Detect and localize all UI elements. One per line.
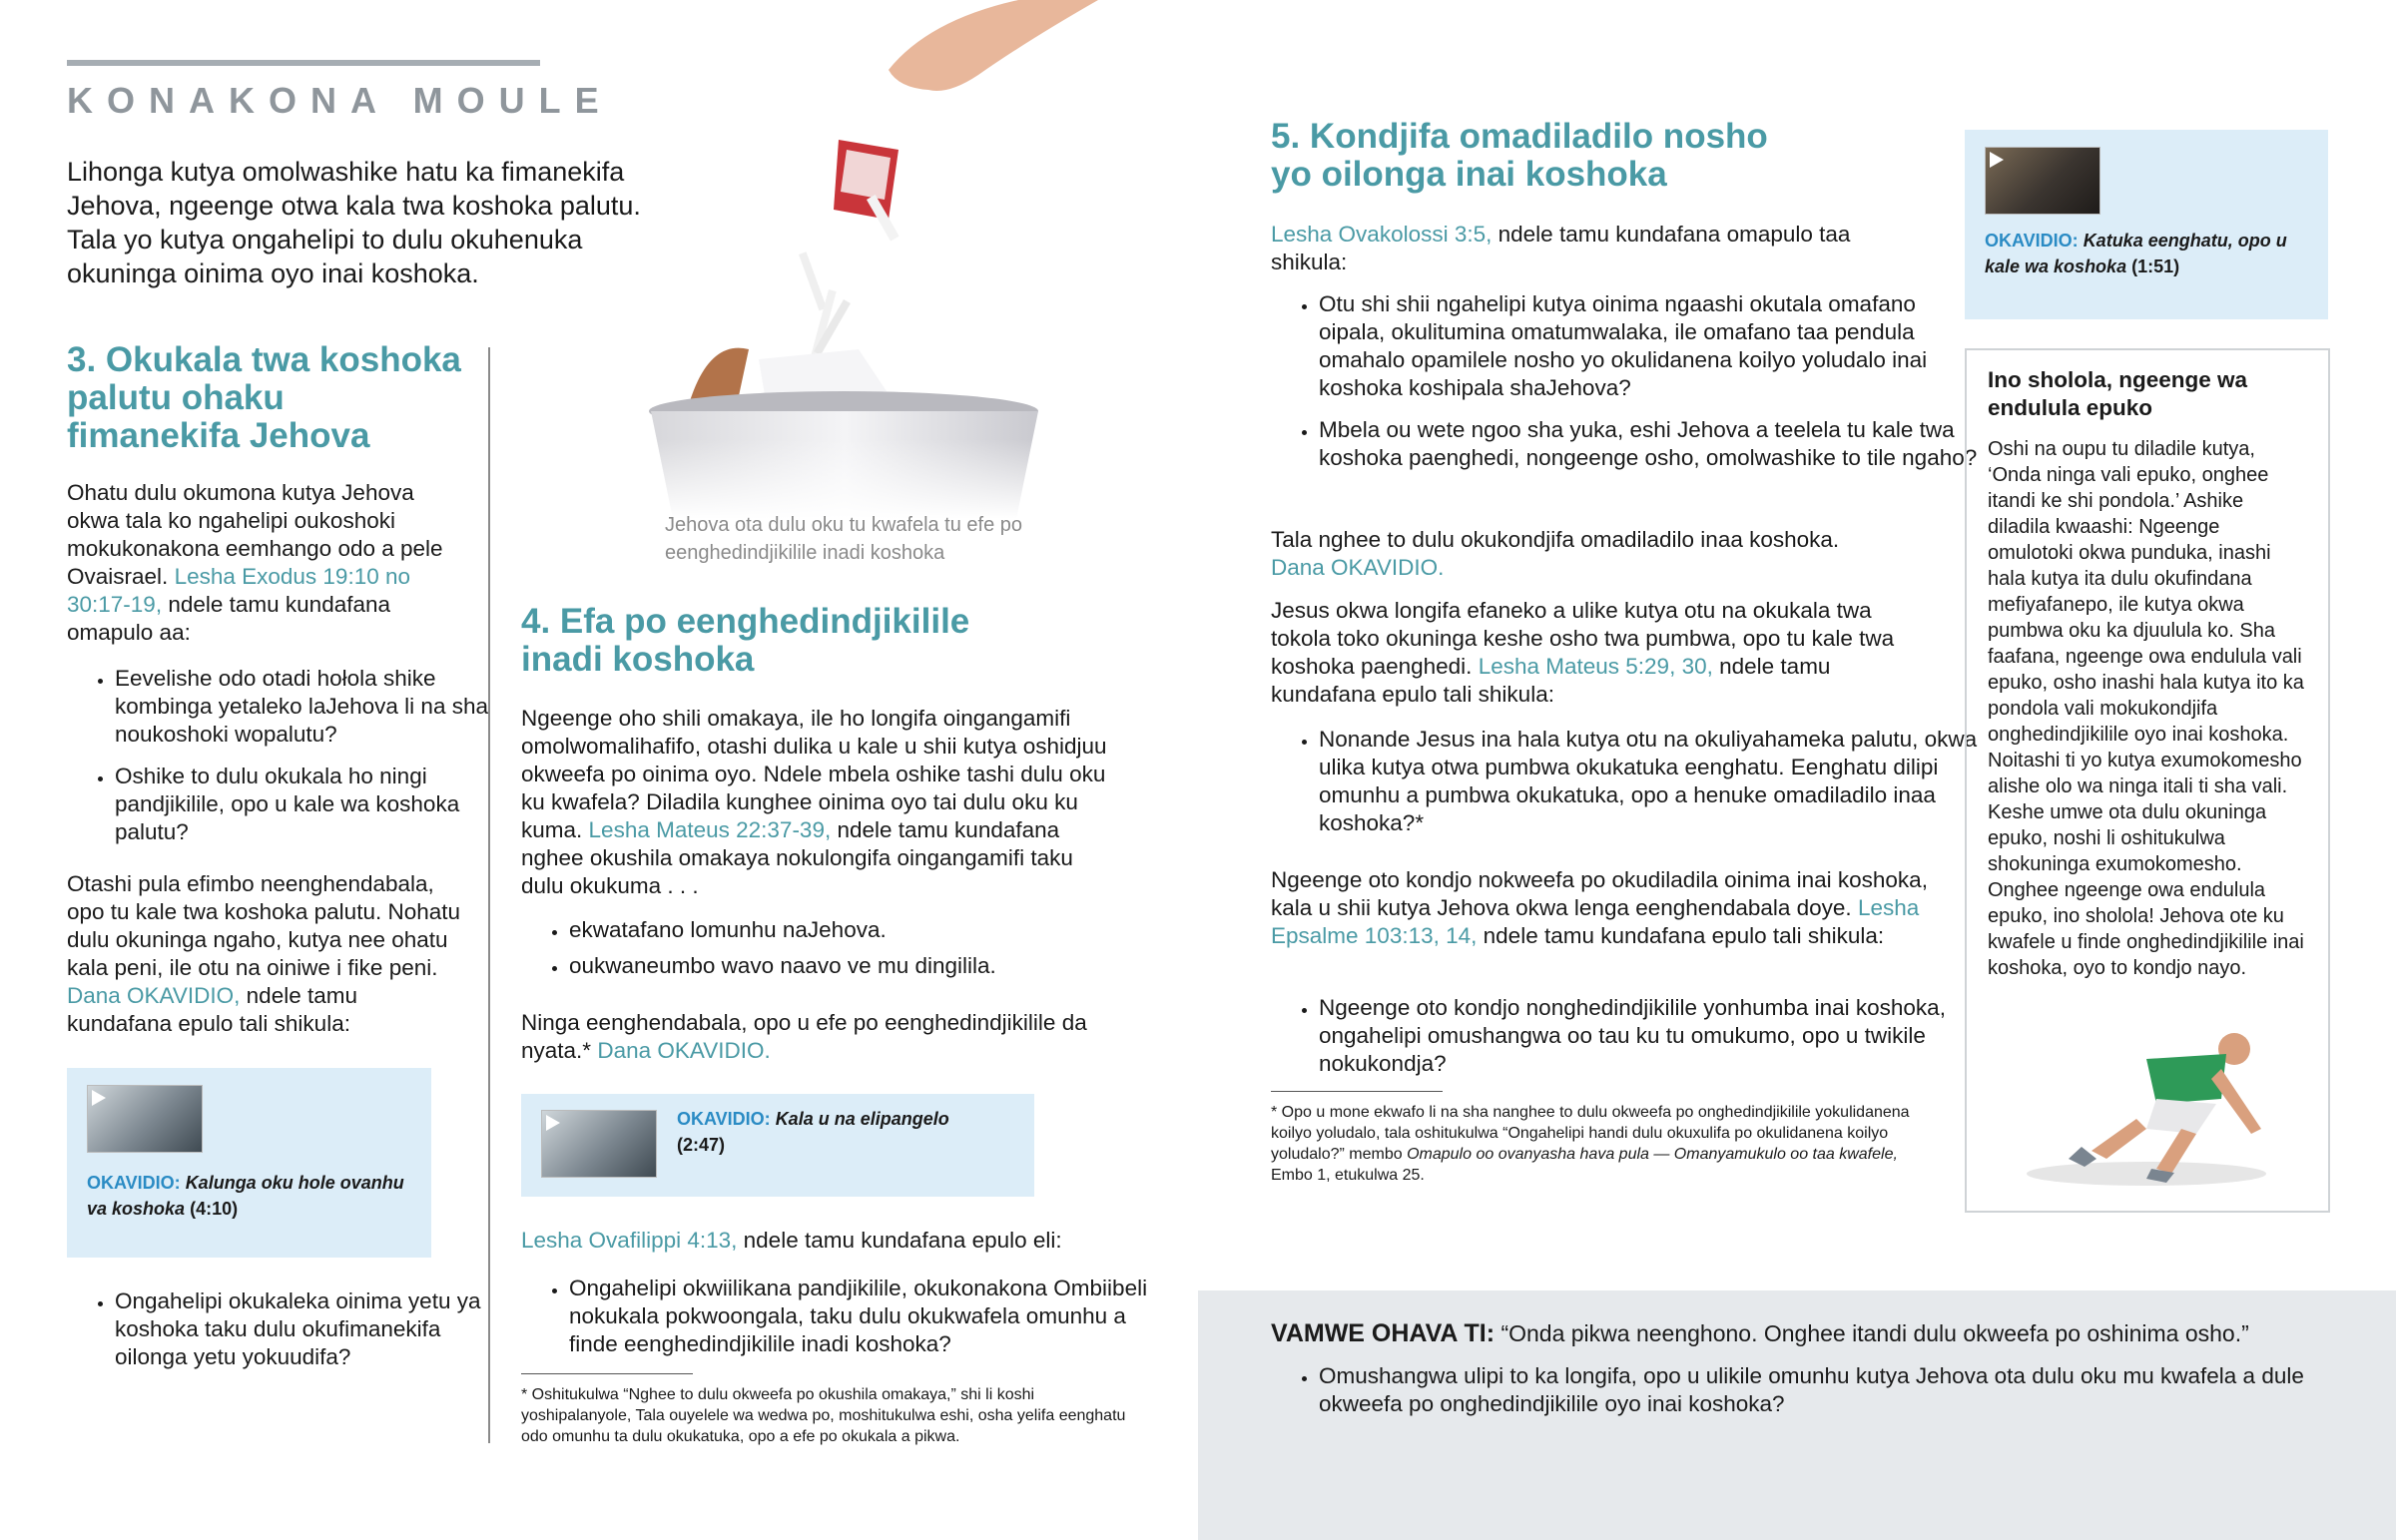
scripture-link[interactable]: Lesha Epsalme 103:13, 14, bbox=[1271, 895, 1920, 948]
scripture-link[interactable]: Lesha Exodus 19:10 no 30:17-19, bbox=[67, 564, 410, 617]
list-item: • ekwatafano lomunhu naJehova. bbox=[569, 916, 1168, 944]
video-thumbnail[interactable] bbox=[1985, 147, 2100, 215]
summary-heading bbox=[1271, 1318, 2369, 1348]
section-4-para1: Ngeenge oho shili omakaya, ile ho longifa oingangamifi omolwomalihafifo, otashi dulika u kale u shii kutya oshidjuu okweefa po oinima oyo. Ndele mbela oshike tashi dulu oku ku kwafela? Diladila kunghee oinima oyo tai dulu oku ku kuma. Lesha Mateus 22:37-39, ndele tamu kundafana nghee okushila omakaya nokulongifa oingangamifi taku dulu okukuma . . . bbox=[521, 706, 1107, 898]
play-icon bbox=[1990, 152, 2004, 168]
section-5-title: 5. Kondjifa omadiladilo nosho yo oilonga inai koshoka bbox=[1271, 117, 1768, 194]
list-item: • Otu shi shii ngahelipi kutya oinima ngaashi okutala omafano oipala, okulitumina omatumwalaka, ile omafano taa pendula omahalo opamilele nosho yo okulidanena koilyo yoludalo inai koshoka koshipala shaJehova? bbox=[1319, 290, 1978, 402]
section-4-footnote: * Oshitukulwa “Nghee to dulu okweefa po okushila omakaya,” shi li koshi yoshipalanyole, Tala ouyelele wa wedwa po, moshitukulwa eshi, osha yelifa eenghatu odo omunhu ta dulu okukatuka, opo a efe po okukala a pikwa. bbox=[521, 1386, 1126, 1445]
video-thumbnail[interactable] bbox=[87, 1085, 203, 1153]
footnote-rule bbox=[521, 1373, 693, 1374]
section-5-para3: Jesus okwa longifa efaneko a ulike kutya otu na okukala twa tokola toko okuninga keshe osho twa pumbwa, opo tu kale twa koshoka paenghedi. Lesha Mateus 5:29, 30, ndele tamu kundafana epulo tali shikula: bbox=[1271, 598, 1895, 707]
scripture-link[interactable]: Lesha Ovafilippi 4:13, bbox=[521, 1228, 738, 1253]
summary-quote: “Onda pikwa neenghono. Onghee itandi dulu okweefa po oshinima osho.” bbox=[1500, 1320, 2249, 1346]
video-caption: OKAVIDIO: Kala u na elipangelo (2:47) bbox=[677, 1109, 949, 1155]
section-5-bullet-2 bbox=[1271, 726, 1978, 851]
summary-label: VAMWE OHAVA TI: bbox=[1271, 1319, 1496, 1347]
section-5-para4: Ngeenge oto kondjo nokweefa po okudiladila oinima inai koshoka, kala u shii kutya Jehova okwa lenga eenghendabala doye. Lesha Epsalme 103:13, 14, ndele tamu kundafana epulo tali shikula: bbox=[1271, 867, 1928, 948]
list-item: • Oshike to dulu okukala ho ningi pandjikilile, opo u kale wa koshoka palutu? bbox=[115, 763, 514, 846]
section-3-bullets bbox=[67, 665, 514, 860]
section-4-read: Lesha Ovafilippi 4:13, ndele tamu kundafana epulo eli: bbox=[521, 1228, 1062, 1253]
play-icon bbox=[92, 1090, 106, 1106]
video-caption: OKAVIDIO: Katuka eenghatu, opo u kale wa koshoka (1:51) bbox=[1985, 231, 2287, 276]
section-5-footnote: * Opo u mone ekwafo li na sha nanghee to dulu okweefa po onghedindjikilile yokulidanena koilyo yoludalo, tala oshitukulwa “Ongahelipi handi dulu okuxulifa po okulidanena koilyo yoludalo?” membo Omapulo oo ovanyasha hava pula — Omanyamukulo oo taa kwafele, Embo 1, etukulwa 25. bbox=[1271, 1104, 1910, 1184]
video-caption: OKAVIDIO: Kalunga oku hole ovanhu va koshoka (4:10) bbox=[87, 1173, 404, 1219]
section-5-para2: Tala nghee to dulu okukondjifa omadiladilo inaa koshoka. Dana OKAVIDIO. bbox=[1271, 527, 1840, 580]
list-item: • Omushangwa ulipi to ka longifa, opo u ulikile omunhu kutya Jehova ota dulu oku mu kwafela a dule okweefa po onghedindjikilile oyo inai koshoka? bbox=[1319, 1362, 2337, 1418]
trash-illustration bbox=[599, 0, 1118, 519]
section-4-title: 4. Efa po eenghedindjikilile inadi koshoka bbox=[521, 602, 970, 679]
section-4-bullets bbox=[521, 916, 1168, 994]
play-icon bbox=[546, 1115, 560, 1131]
list-item: • Nonande Jesus ina hala kutya otu na okuliyahameka palutu, okwa ulika kutya otwa pumbwa okukatuka eenghatu. Eenghatu dilipi omunhu a pumbwa okukatuka, opo a henuke omadiladilo inaa koshoka?* bbox=[1319, 726, 1978, 837]
scripture-link[interactable]: Lesha Mateus 22:37-39, bbox=[588, 817, 832, 842]
section-3-title: 3. Okukala twa koshoka palutu ohaku fimanekifa Jehova bbox=[67, 340, 461, 455]
scripture-link[interactable]: Lesha Mateus 5:29, 30, bbox=[1478, 654, 1713, 679]
section-3-last-bullet bbox=[67, 1287, 514, 1385]
video-link[interactable]: Dana OKAVIDIO. bbox=[597, 1038, 771, 1063]
section-3-para1: Ohatu dulu okumona kutya Jehova okwa tala ko ngahelipi oukoshoki mokukonakona eemhango odo a pele Ovaisrael. Lesha Exodus 19:10 no 30:17-19, ndele tamu kundafana omapulo aa: bbox=[67, 480, 443, 645]
video-link[interactable]: Dana OKAVIDIO, bbox=[67, 983, 241, 1008]
list-item: • oukwaneumbo wavo naavo ve mu dingilila. bbox=[569, 952, 1168, 980]
sidebar-box bbox=[1965, 348, 2330, 1213]
list-item: • Ngeenge oto kondjo nonghedindjikilile yonhumba inai koshoka, ongahelipi omushangwa oo tau ku tu omukumo, opo u twikile nokukondja? bbox=[1319, 994, 1978, 1078]
section-4-para2: Ninga eenghendabala, opo u efe po eenghedindjikilile da nyata.* Dana OKAVIDIO. bbox=[521, 1010, 1087, 1063]
list-item: • Ongahelipi okwiilikana pandjikilile, okukonakona Ombiibeli nokukala pokwoongala, taku dulu okukwafela omunhu a finde eenghedindjikilile inadi koshoka? bbox=[569, 1275, 1168, 1358]
video-box-4[interactable] bbox=[521, 1094, 1034, 1197]
scripture-link[interactable]: Lesha Ovakolossi 3:5, bbox=[1271, 222, 1493, 247]
list-item: • Mbela ou wete ngoo sha yuka, eshi Jehova a teelela tu kale twa koshoka paenghedi, nongeenge osho, omolwashike to tile ngaho? bbox=[1319, 416, 1978, 472]
intro-text: Lihonga kutya omolwashike hatu ka fimanekifa Jehova, ngeenge otwa kala twa koshoka palutu. Tala yo kutya ongahelipi to dulu okuhenuka okuninga oinima oyo inai koshoka. bbox=[67, 157, 641, 288]
video-box-5[interactable] bbox=[1965, 130, 2328, 319]
runner-illustration bbox=[1997, 1009, 2296, 1199]
video-link[interactable]: Dana OKAVIDIO. bbox=[1271, 555, 1445, 580]
section-4-last-bullet bbox=[521, 1275, 1168, 1372]
sidebar-box-title: Ino sholola, ngeenge wa endulula epuko bbox=[1988, 367, 2248, 420]
summary-bullets bbox=[1271, 1362, 2337, 1432]
section-3-para2: Otashi pula efimbo neenghendabala, opo tu kale twa koshoka palutu. Nohatu dulu okuninga ngaho, kutya nee ohatu kala peni, ile otu na oiniwe i fike peni. Dana OKAVIDIO, ndele tamu kundafana epulo tali shikula: bbox=[67, 871, 461, 1036]
header-rule bbox=[67, 60, 540, 66]
page-title: KONAKONA MOULE bbox=[67, 80, 613, 121]
summary-panel bbox=[1198, 1290, 2396, 1540]
column-divider bbox=[488, 347, 490, 1443]
photo-caption: Jehova ota dulu oku tu kwafela tu efe po eenghedindjikilile inadi koshoka bbox=[665, 514, 1023, 564]
video-box-3[interactable] bbox=[67, 1068, 431, 1258]
footnote-rule bbox=[1271, 1091, 1443, 1092]
section-5-bullets-1 bbox=[1271, 290, 1978, 486]
sidebar-box-text: Oshi na oupu tu diladile kutya, ‘Onda ninga vali epuko, onghee itandi ke shi pondola.’ Ashike diladila kwaashi: Ngeenge omulotoki okwa punduka, inashi hala kutya ita dulu okufindana mefiyafanepo, ile kutya okwa pumbwa oku ka djuulula ko. Sha faafana, ngeenge owa endulula vali epuko, osho inashi hala kutya ito ka pondola vali mokukondjifa onghedindjikilile oyo inai koshoka. Noitashi ti yo kutya exumokomesho alishe olo wa ninga itali ti sha vali. Keshe umwe ota dulu okuninga epuko, noshi li oshitukulwa shokuninga exumokomesho. Onghee ngeenge owa endulula epuko, ino sholola! Jehova ote ku kwafele u finde onghedindjikilile inai koshoka, oyo to kondjo nayo. bbox=[1988, 438, 2304, 979]
section-5-read1: Lesha Ovakolossi 3:5, ndele tamu kundafana omapulo taa shikula: bbox=[1271, 222, 1851, 274]
section-5-bullet-3 bbox=[1271, 994, 1978, 1092]
list-item: • Ongahelipi okukaleka oinima yetu ya koshoka taku dulu okufimanekifa oilonga yetu yokuudifa? bbox=[115, 1287, 514, 1371]
list-item: • Eevelishe odo otadi hołola shike kombinga yetaleko laJehova li na sha noukoshoki wopalutu? bbox=[115, 665, 514, 749]
video-thumbnail[interactable] bbox=[541, 1110, 657, 1178]
